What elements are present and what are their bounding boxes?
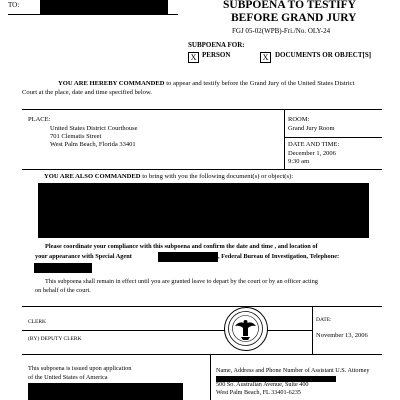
room-label: ROOM:: [288, 116, 310, 123]
court-seal: [224, 307, 268, 351]
attorney-label: Name, Address and Phone Number of Assistant U.S. Attorney: [216, 367, 370, 374]
to-label: TO:: [8, 1, 20, 9]
datetime-label: DATE AND TIME:: [288, 141, 340, 148]
clerk-bottom-rule: [22, 354, 382, 355]
documents-label: DOCUMENTS OR OBJECT[S]: [275, 51, 372, 59]
effect-line1: This subpoena shall remain in effect until you are granted leave to depart by the court or by an officer acting: [45, 278, 318, 285]
documents-checkbox[interactable]: X: [260, 52, 271, 63]
agent-name-redaction: [158, 252, 218, 262]
command-text-line2: Court at the place, date and time specified below.: [22, 89, 152, 96]
clerk-divider: [312, 306, 313, 354]
table-top-rule: [22, 109, 382, 110]
command-paragraph: [22, 79, 394, 97]
place-line2: 701 Clematis Street: [50, 133, 102, 140]
effect-line2: on behalf of the court.: [35, 287, 91, 294]
attorney-address-line1: 500 So. Australian Avenue, Suite 400: [216, 381, 309, 388]
command-bold: YOU ARE HEREBY COMMANDED: [58, 80, 165, 87]
coordinate-line2a: your appearance with Special Agent: [35, 253, 132, 260]
issuer-redaction: [28, 383, 183, 400]
also-text: to bring with you the following document(s) or object(s):: [142, 173, 294, 180]
room-value: Grand Jury Room: [288, 125, 335, 132]
issued-line1: This subpoena is issued upon application: [28, 365, 132, 372]
date-label: DATE:: [316, 317, 332, 323]
case-number: FGJ 05-02(WPB)-Fri./No. OLY-24: [232, 27, 331, 35]
eagle-seal-icon: [225, 308, 266, 349]
attorney-address-line2: West Palm Beach, FL 33401-6235: [216, 389, 302, 396]
table-divider: [284, 109, 285, 169]
subpoena-title-line1: SUBPOENA TO TESTIFY: [223, 0, 356, 11]
recipient-redaction: [40, 0, 168, 14]
place-label: PLACE:: [28, 116, 51, 123]
also-paragraph: [22, 172, 394, 181]
attorney-divider: [210, 354, 211, 400]
place-line3: West Palm Beach, Florida 33401: [50, 141, 136, 148]
deputy-clerk-label: (BY) DEPUTY CLERK: [28, 336, 82, 342]
telephone-redaction: [34, 263, 92, 273]
command-text: to appear and testify before the Grand Jury of the United States District: [166, 80, 355, 87]
clerk-label: CLERK: [28, 319, 47, 325]
clerk-mid-rule: [22, 330, 312, 331]
time-value: 9:30 am: [288, 158, 310, 165]
documents-list-redaction: [38, 183, 369, 238]
to-underline: [8, 14, 178, 15]
date-issued-value: November 13, 2006: [316, 332, 368, 339]
issued-line2: of the United States of America: [28, 374, 108, 381]
person-label: PERSON: [202, 51, 231, 59]
person-checkbox[interactable]: X: [188, 52, 199, 63]
coordinate-line1: Please coordinate your compliance with this subpoena and confirm the date and time , and location of: [45, 243, 318, 250]
clerk-top-rule: [22, 306, 382, 307]
table-bottom-rule: [22, 169, 382, 170]
coordinate-line2b: , Federal Bureau of Investigation, Telephone:: [218, 253, 340, 260]
date-value: December 1, 2006: [288, 150, 336, 157]
also-bold: YOU ARE ALSO COMMANDED: [44, 173, 141, 180]
subpoena-title-line2: BEFORE GRAND JURY: [231, 12, 357, 24]
subpoena-for-label: SUBPOENA FOR:: [188, 41, 245, 49]
place-line1: United States District Courthouse: [50, 125, 138, 132]
room-rule: [284, 137, 382, 138]
